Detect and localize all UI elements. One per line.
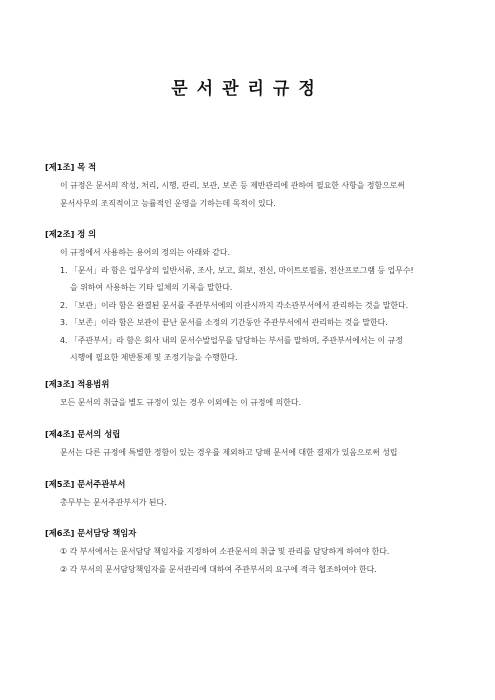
article-3 xyxy=(45,378,465,412)
article-text: 문서사무의 조직적이고 능률적인 운영을 기하는데 목적이 있다. xyxy=(60,198,276,208)
article-heading: [제2조] 정 의 xyxy=(45,229,97,239)
item-number: 4. xyxy=(60,335,68,345)
article-1 xyxy=(45,161,465,212)
definition-item xyxy=(60,332,465,350)
article-heading: [제5조] 문서주관부서 xyxy=(45,479,126,489)
article-heading: [제4조] 문서의 성립 xyxy=(45,429,121,439)
item-number: 2. xyxy=(60,300,68,310)
article-intro: 이 규정에서 사용하는 용어의 정의는 아래와 같다. xyxy=(60,248,231,257)
definition-item xyxy=(60,262,465,280)
article-heading: [제1조] 목 적 xyxy=(45,162,97,172)
item-number: 3. xyxy=(60,318,68,327)
definition-item xyxy=(60,314,465,332)
article-6 xyxy=(45,527,465,578)
item-text: 「보존」이라 함은 보관이 끝난 문서를 소정의 기간동안 주관부서에서 관리하는 것을 말한다. xyxy=(70,318,388,327)
article-text: 이 규정은 문서의 작성, 처리, 시행, 관리, 보관, 보존 등 제반관리에 관하여 필요한 사항을 정함으로써 xyxy=(60,181,405,190)
article-2 xyxy=(45,228,465,367)
article-heading: [제3조] 적용범위 xyxy=(45,379,110,389)
article-text: ① 각 부서에서는 문서담당 책임자를 지정하여 소관문서의 취급 및 관리를 담당하게 하여야 한다. xyxy=(60,547,390,556)
article-text: ② 각 부서의 문서담당책임자를 문서관리에 대하여 주관부서의 요구에 적극 협조하여야 한다. xyxy=(60,564,377,574)
article-text: 문서는 다른 규정에 특별한 정함이 있는 경우를 제외하고 당해 문서에 대한 결재가 있음으로써 성립 xyxy=(60,448,398,457)
item-text: 「문서」라 함은 업무상의 일반서류, 조사, 보고, 회보, 전신, 마이트로필름, 전산프로그램 등 업무수! xyxy=(70,265,414,275)
article-heading: [제6조] 문서담당 책임자 xyxy=(45,528,137,538)
item-text: 「주관부서」라 함은 회사 내의 문서수발업무를 담당하는 부서를 말하며, 주관부서에서는 이 규정 xyxy=(70,335,404,345)
article-4 xyxy=(45,428,465,462)
item-continuation: 시행에 필요한 제반통제 및 조정기능을 수행한다. xyxy=(70,353,238,362)
article-text: 모든 문서의 취급을 별도 규정이 있는 경우 이외에는 이 규정에 의한다. xyxy=(60,398,302,407)
item-number: 1. xyxy=(60,265,68,275)
item-continuation: 을 위하여 사용하는 기타 일체의 기록을 말한다. xyxy=(70,283,233,292)
article-text: 총무부는 문서주관부서가 된다. xyxy=(60,498,167,507)
document-title: 문서관리규정 xyxy=(171,79,324,99)
item-text: 「보관」이라 함은 완결된 문서를 주관부서에의 이관시까지 각소관부서에서 관리하는 것을 말한다. xyxy=(70,300,409,310)
article-5 xyxy=(45,478,465,512)
definition-item xyxy=(60,297,465,315)
